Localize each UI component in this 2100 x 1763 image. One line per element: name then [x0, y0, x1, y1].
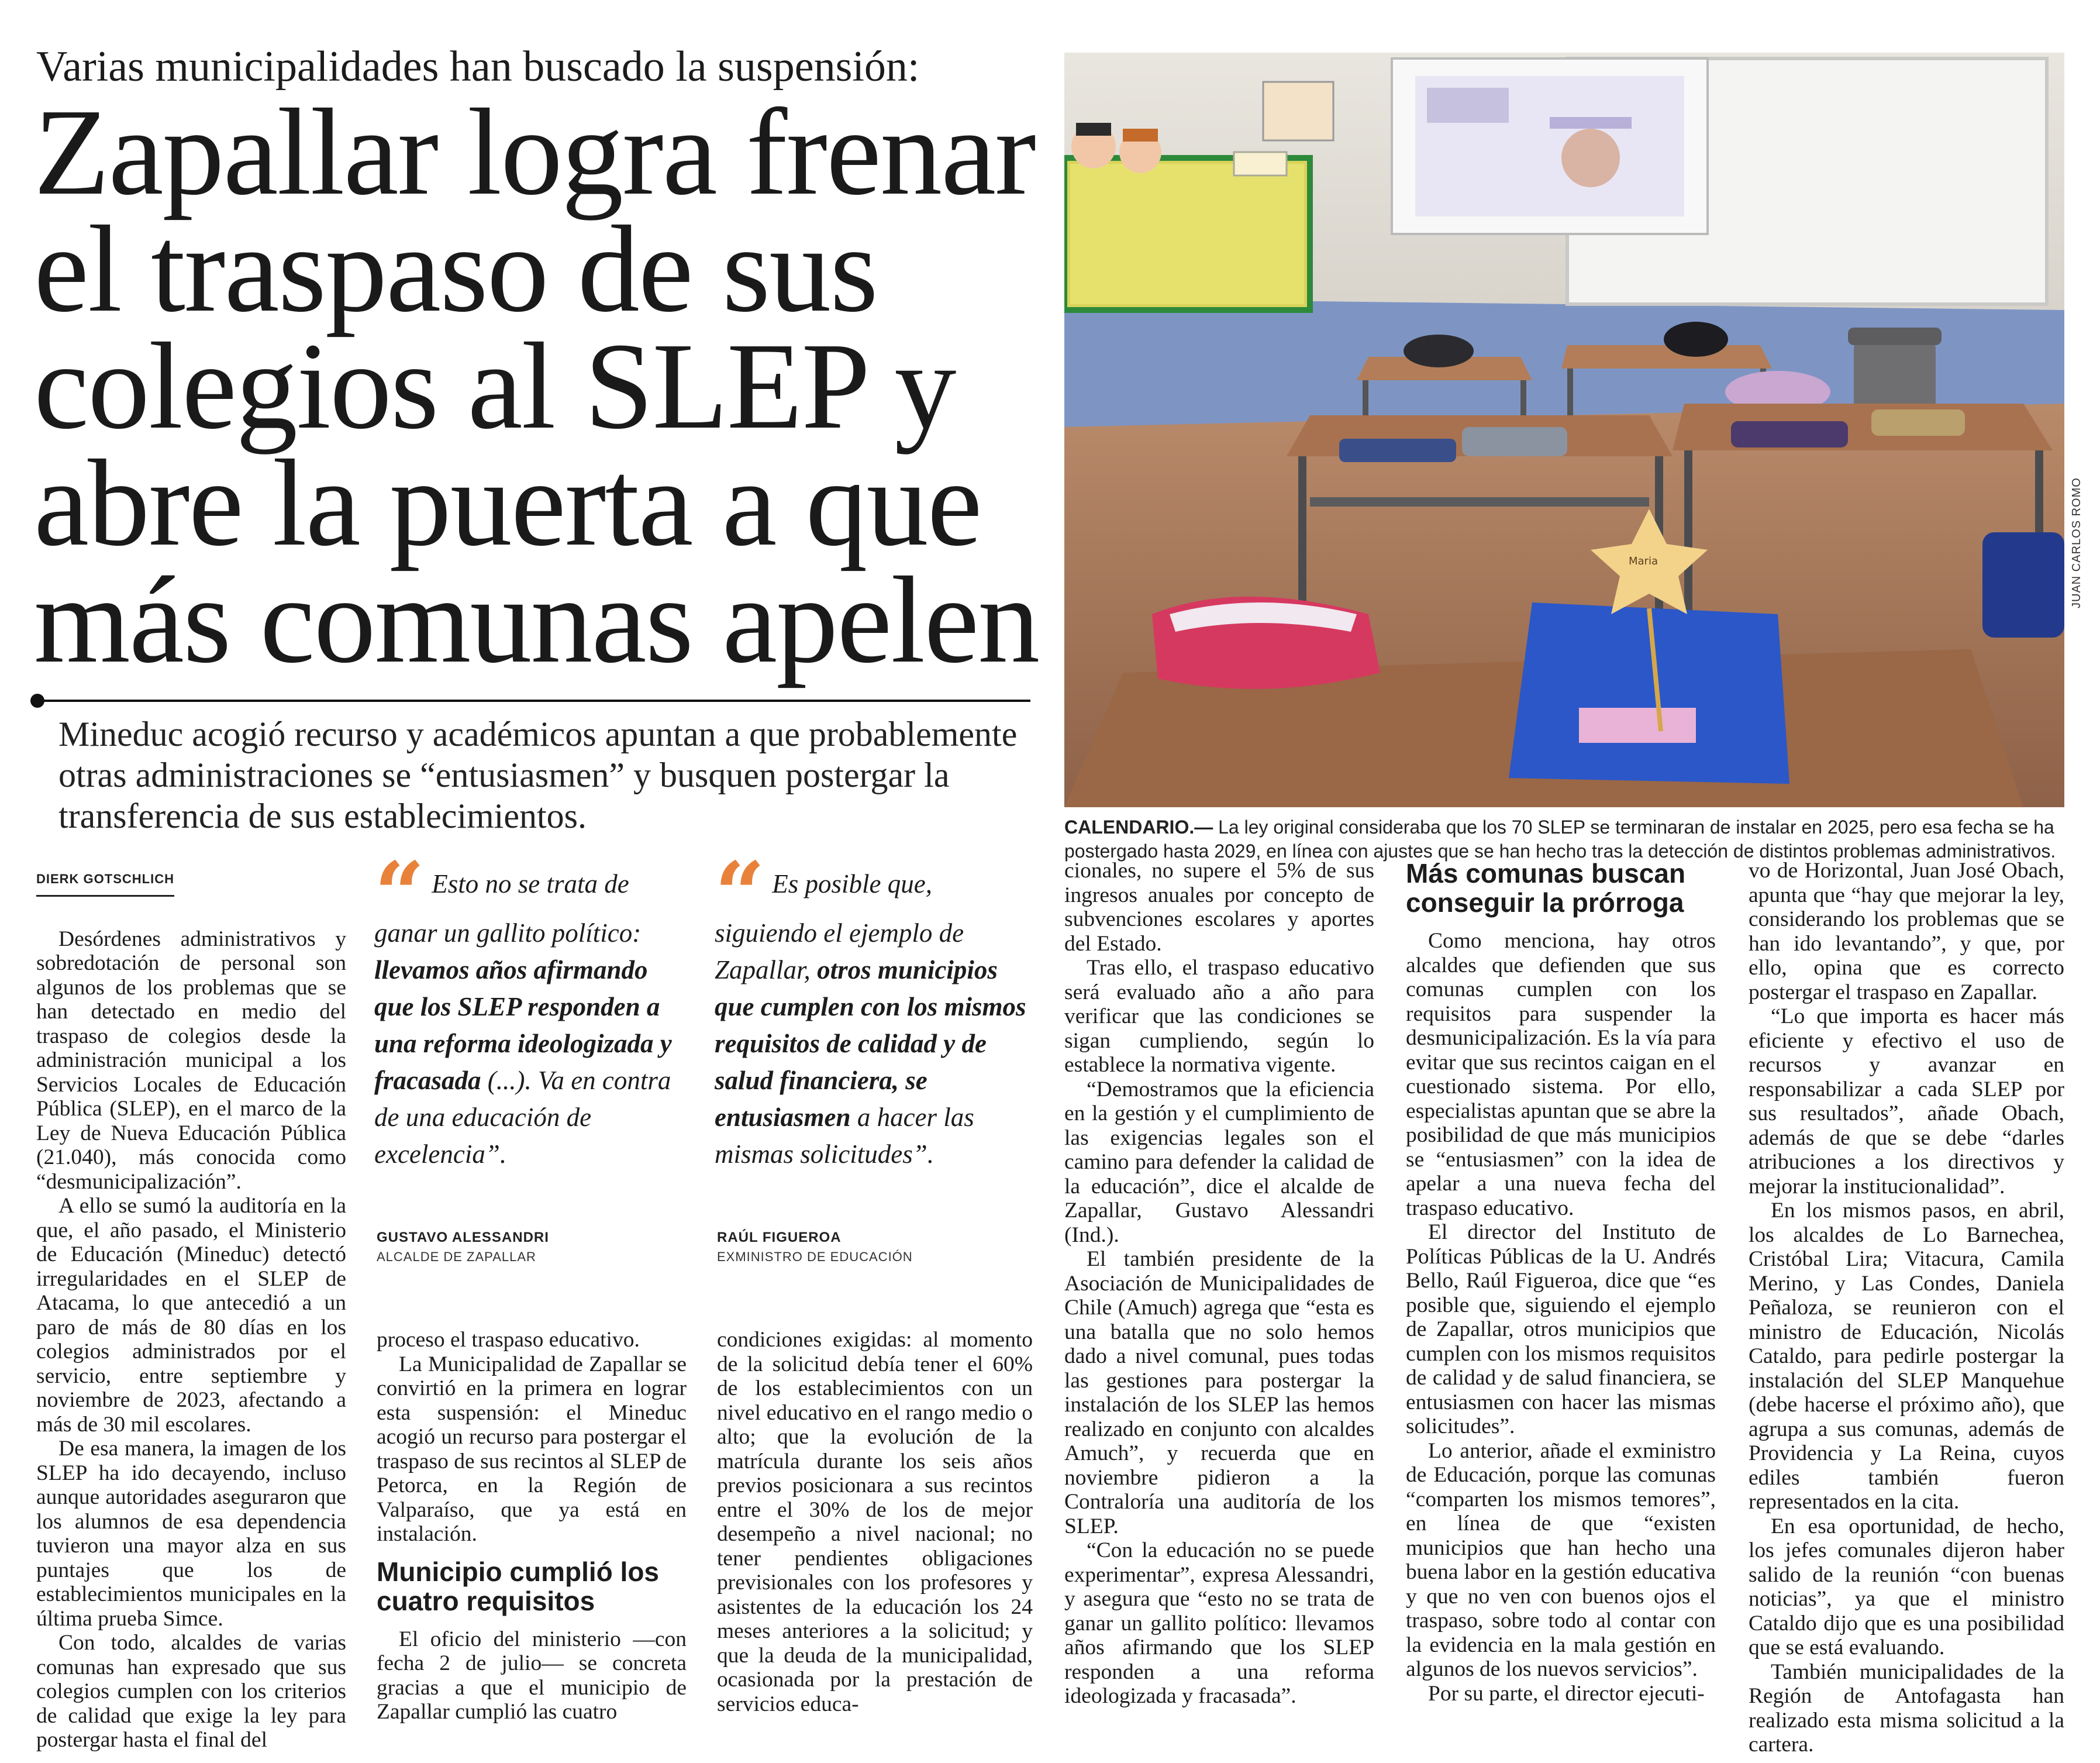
- pull-quote-figueroa: [715, 843, 1030, 1173]
- classroom-photo: [1064, 53, 2064, 807]
- quote-author-role: EXMINISTRO DE EDUCACIÓN: [717, 1249, 913, 1264]
- paragraph: El oficio del ministerio —con fecha 2 de julio— se concreta gracias a que el municipio de Zapallar cumplió las cuatro: [377, 1627, 687, 1724]
- body-column-5: [1406, 859, 1716, 1706]
- body-column-2: [377, 1328, 687, 1724]
- caption-text: La ley original consideraba que los 70 SLEP se terminaran de instalar en 2025, pero esa fecha se ha postergado hasta 2029, en línea con ajustes que se han hecho tras la detección de distintos problemas administrativos.: [1064, 817, 2056, 862]
- body-column-4: [1064, 859, 1374, 1709]
- headline-line: Zapallar logra frenar: [34, 83, 1035, 221]
- quote-emphasis: llevamos años afirmando que los SLEP responden a una reforma ideologizada y fracasada: [374, 955, 672, 1095]
- quote-text: Esto no se trata de ganar un gallito político:: [374, 869, 642, 948]
- headline-line: el traspaso de sus: [34, 200, 877, 338]
- headline-line: más comunas apelen: [34, 551, 1039, 688]
- deck-bullet: [30, 694, 44, 708]
- headline: [34, 83, 1040, 688]
- body-column-1: [36, 865, 346, 1752]
- body-column-6: [1749, 859, 2064, 1757]
- paragraph: Como menciona, hay otros alcaldes que defienden que sus comunas cumplen con los requisitos para suspender la desmunicipalización. Es la vía para evitar que sus recintos caigan en el cuestionado sistema. Por ello, especialistas apuntan que se abre la posibilidad de que más municipios se “entusiasmen” con la idea de apelar a una nueva fecha del traspaso educativo.: [1406, 929, 1716, 1220]
- paragraph: En los mismos pasos, en abril, los alcaldes de Lo Barnechea, Cristóbal Lira; Vitacura, Camila Merino, y Las Condes, Daniela Peñaloza, se reunieron con el ministro de Educación, Nicolás Cataldo, para pedirle postergar la instalación del SLEP Manquehue (debe hacerse el próximo año), que agrupa a sus comunas, además de Providencia y La Reina, cuyos ediles también fueron representados en la cita.: [1749, 1199, 2064, 1514]
- paragraph: Desórdenes administrativos y sobredotación de personal son algunos de los problemas que se han detectado en medio del traspaso de colegios desde la administración municipal a los Servicios Locales de Educación Pública (SLEP), en el marco de la Ley de Nueva Educación Pública (21.040), más conocida como “desmunicipalización”.: [36, 927, 346, 1194]
- quote-text: (...). Va en contra de una educación de excelencia”.: [374, 1066, 671, 1169]
- quote-mark-icon: “: [715, 843, 765, 946]
- paragraph: condiciones exigidas: al momento de la solicitud debía tener el 60% de los establecimientos con un nivel educativo en el rango medio o alto; que la evolución de la matrícula durante los seis años previos posicionara a sus recintos entre el 30% de los de mejor desempeño a nivel nacional; no tener pendientes obligaciones previsionales con los profesores y asistentes de la educación los 24 meses anteriores a la solicitud; y que la deuda de la municipalidad, ocasionada por la prestación de servicios educa-: [717, 1328, 1033, 1716]
- paragraph: Lo anterior, añade el exministro de Educación, porque las comunas “comparten los mismos temores”, en línea de que “existen municipios que han hecho una buena labor en la gestión educativa y que no ven con buenos ojos el traspaso, sobre todo al contar con la evidencia en la mala gestión en algunos de los nuevos servicios”.: [1406, 1438, 1716, 1681]
- paragraph: proceso el traspaso educativo.: [377, 1328, 640, 1352]
- paragraph: “Con la educación no se puede experimentar”, expresa Alessandri, y asegura que “esto no se trata de ganar un gallito político: llevamos años afirmando que los SLEP responden a una reforma ideologizada y fracasada”.: [1064, 1538, 1374, 1708]
- paragraph: El director del Instituto de Políticas Públicas de la U. Andrés Bello, Raúl Figueroa, dice que “es posible que, siguiendo el ejemplo de Zapallar, otros municipios que cumplen con los mismos requisitos de calidad y de salud financiera, se entusiasmen con hacer las mismas solicitudes”.: [1406, 1220, 1716, 1438]
- byline: DIERK GOTSCHLICH: [36, 867, 174, 897]
- paragraph: “Demostramos que la eficiencia en la gestión y el cumplimiento de las exigencias legales son el camino para defender la calidad de la educación”, dice el alcalde de Zapallar, Gustavo Alessandri (Ind.).: [1064, 1077, 1374, 1247]
- headline-line: abre la puerta a que: [34, 434, 981, 571]
- quote-author-name: RAÚL FIGUEROA: [717, 1230, 842, 1245]
- deck-divider: [36, 700, 1030, 702]
- photo-credit: JUAN CARLOS ROMO: [2070, 477, 2083, 608]
- paragraph: El también presidente de la Asociación de Municipalidades de Chile (Amuch) agrega que “esta es una batalla que no solo hemos dado a nivel comunal, pues todas las gestiones para postergar la instalación de los SLEP las hemos realizado en conjunto con alcaldes Amuch”, y recuerda que en noviembre pidieron a la Contraloría una auditoría de los SLEP.: [1064, 1247, 1374, 1538]
- paragraph: “Lo que importa es hacer más eficiente y efectivo el uso de recursos y avanzar en responsabilizar a cada SLEP por sus resultados”, añade Obach, además de que se debe “darles atribuciones a los directivos y mejorar la institucionalidad”.: [1749, 1004, 2064, 1199]
- paragraph: Tras ello, el traspaso educativo será evaluado año a año para verificar que las condiciones se sigan cumpliendo, según lo establece la normativa vigente.: [1064, 956, 1374, 1077]
- star-tag-text: Maria: [1629, 555, 1658, 567]
- quote-mark-icon: “: [374, 843, 425, 946]
- paragraph: También municipalidades de la Región de Antofagasta han realizado esta misma solicitud a la cartera.: [1749, 1659, 2064, 1757]
- classroom-illustration: [1064, 53, 2064, 807]
- section-heading: Municipio cumplió los cuatro requisitos: [377, 1556, 659, 1616]
- paragraph: A ello se sumó la auditoría en la que, el año pasado, el Ministerio de Educación (Mineduc) detectó irregularidades en el SLEP de Atacama, lo que antecedió a un paro de más de 80 días en los colegios administrados por el servicio, entre septiembre y noviembre de 2023, afectando a más de 30 mil escolares.: [36, 1194, 346, 1437]
- photo-caption: [1064, 815, 2064, 863]
- deck: Mineduc acogió recurso y académicos apuntan a que probablemente otras administraciones se “entusiasmen” y busquen postergar la transferencia de sus establecimientos.: [58, 715, 1018, 835]
- quote-emphasis: otros municipios que cumplen con los mismos requisitos de calidad y de salud financiera, se entusiasmen: [715, 955, 1026, 1132]
- paragraph: En esa oportunidad, de hecho, los jefes comunales dijeron haber salido de la reunión “con buenas noticias”, ya que el ministro Cataldo dijo que es una posibilidad que se está evaluando.: [1749, 1514, 2064, 1659]
- paragraph: cionales, no supere el 5% de sus ingresos anuales por concepto de subvenciones escolares y aportes del Estado.: [1064, 859, 1374, 956]
- caption-lead: CALENDARIO.—: [1064, 817, 1213, 838]
- quote-author-role: ALCALDE DE ZAPALLAR: [377, 1249, 536, 1264]
- headline-line: colegios al SLEP y: [34, 317, 956, 454]
- body-column-3: [717, 1328, 1033, 1716]
- quote-text: a hacer las mismas solicitudes”.: [715, 1103, 974, 1169]
- paragraph: Por su parte, el director ejecuti-: [1428, 1681, 1705, 1706]
- quote-author-name: GUSTAVO ALESSANDRI: [377, 1230, 549, 1245]
- pull-quote-alessandri: [374, 843, 684, 1173]
- kicker: Varias municipalidades han buscado la suspensión:: [36, 43, 920, 91]
- section-heading: Más comunas buscan conseguir la prórroga: [1406, 858, 1686, 918]
- quote-text: Es posible que, siguiendo el ejemplo de Zapallar,: [715, 869, 964, 984]
- paragraph: La Municipalidad de Zapallar se convirtió en la primera en lograr esta suspensión: el Mineduc acogió un recurso para postergar el traspaso de sus recintos al SLEP de Petorca, en la Región de Valparaíso, que ya está en instalación.: [377, 1352, 687, 1546]
- paragraph: vo de Horizontal, Juan José Obach, apunta que “hay que mejorar la ley, considerando los problemas que se han ido levantando”, y que, por ello, opina que es correcto postergar el traspaso en Zapallar.: [1749, 859, 2064, 1004]
- paragraph: De esa manera, la imagen de los SLEP ha ido decayendo, incluso aunque autoridades aseguraron que los alumnos de esa dependencia tuvieron una mayor alza en sus puntajes que los de establecimientos municipales en la última prueba Simce.: [36, 1437, 346, 1631]
- paragraph: Con todo, alcaldes de varias comunas han expresado que sus colegios cumplen con los criterios de calidad que exige la ley para postergar hasta el final del: [36, 1631, 346, 1752]
